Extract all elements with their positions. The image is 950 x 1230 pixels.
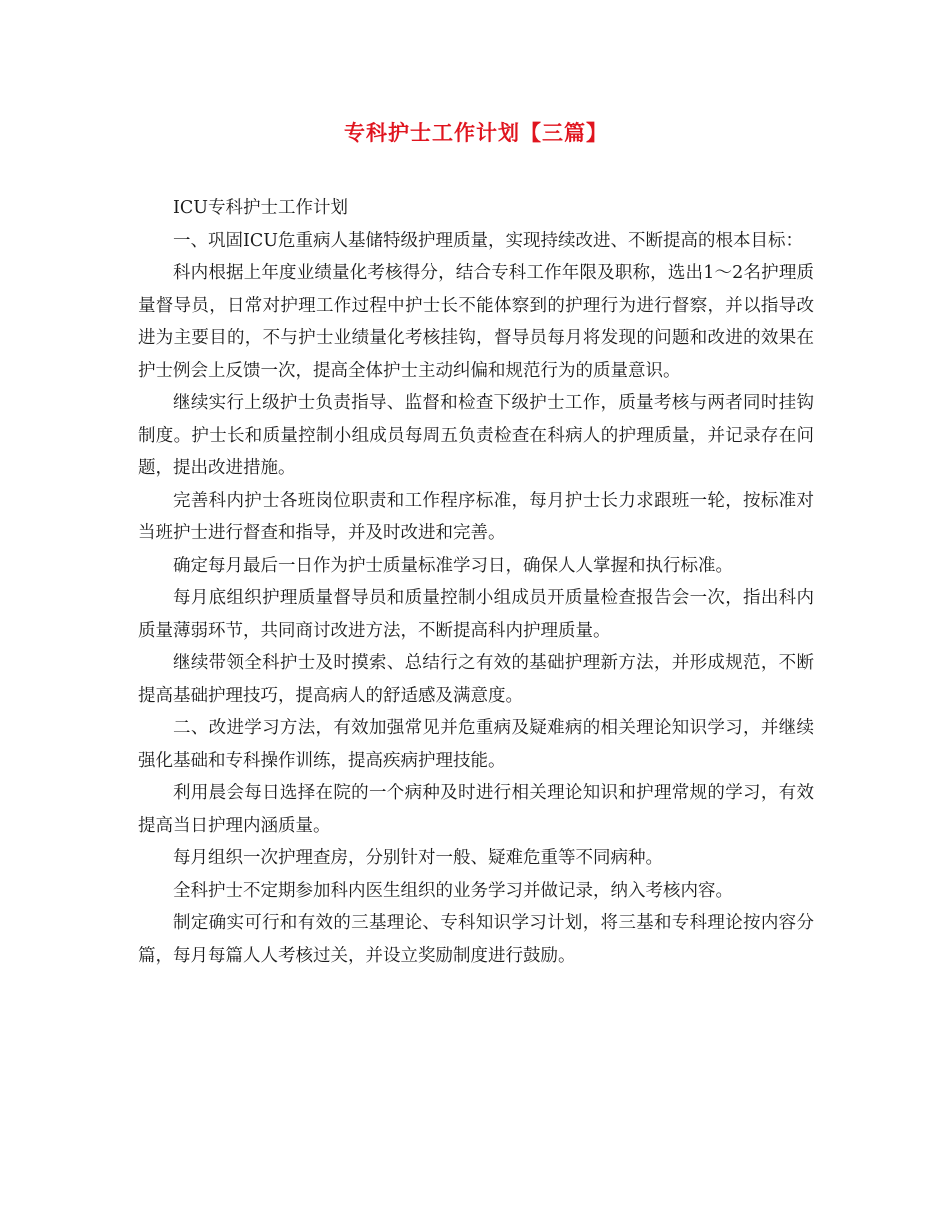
paragraph: 继续带领全科护士及时摸索、总结行之有效的基础护理新方法，并形成规范，不断提高基础护理技巧，提高病人的舒适感及满意度。 bbox=[138, 653, 814, 706]
paragraph: 完善科内护士各班岗位职责和工作程序标准，每月护士长力求跟班一轮，按标准对当班护士进行督查和指导，并及时改进和完善。 bbox=[138, 490, 814, 543]
paragraph-goal-one: 一、巩固ICU危重病人基储特级护理质量，实现持续改进、不断提高的根本目标： bbox=[173, 230, 804, 251]
paragraph: 继续实行上级护士负责指导、监督和检查下级护士工作，质量考核与两者同时挂钩制度。护士长和质量控制小组成员每周五负责检查在科病人的护理质量，并记录存在问题，提出改进措施。 bbox=[138, 393, 814, 478]
paragraph: 每月组织一次护理查房，分别针对一般、疑难危重等不同病种。 bbox=[173, 848, 663, 868]
paragraph-goal-two: 二、改进学习方法，有效加强常见并危重病及疑难病的相关理论知识学习，并继续强化基础和专科操作训练，提高疾病护理技能。 bbox=[138, 718, 814, 771]
document-title: 专科护士工作计划【三篇】 bbox=[344, 120, 608, 145]
paragraph: 利用晨会每日选择在院的一个病种及时进行相关理论知识和护理常规的学习，有效提高当日护理内涵质量。 bbox=[138, 783, 814, 836]
paragraph: 每月底组织护理质量督导员和质量控制小组成员开质量检查报告会一次，指出科内质量薄弱环节，共同商讨改进方法，不断提高科内护理质量。 bbox=[138, 588, 814, 641]
document-body bbox=[138, 192, 814, 972]
paragraph: 确定每月最后一日作为护士质量标准学习日，确保人人掌握和执行标准。 bbox=[173, 555, 733, 576]
paragraph-section-heading: ICU专科护士工作计划 bbox=[173, 198, 349, 218]
paragraph: 全科护士不定期参加科内医生组织的业务学习并做记录，纳入考核内容。 bbox=[173, 880, 733, 901]
paragraph: 制定确实可行和有效的三基理论、专科知识学习计划，将三基和专科理论按内容分篇，每月每篇人人考核过关，并设立奖励制度进行鼓励。 bbox=[138, 913, 814, 966]
paragraph: 科内根据上年度业绩量化考核得分，结合专科工作年限及职称，选出1～2名护理质量督导员，日常对护理工作过程中护士长不能体察到的护理行为进行督察，并以指导改进为主要目的，不与护士业绩量化考核挂钩，督导员每月将发现的问题和改进的效果在护士例会上反馈一次，提高全体护士主动纠偏和规范行为的质量意识。 bbox=[138, 263, 814, 381]
